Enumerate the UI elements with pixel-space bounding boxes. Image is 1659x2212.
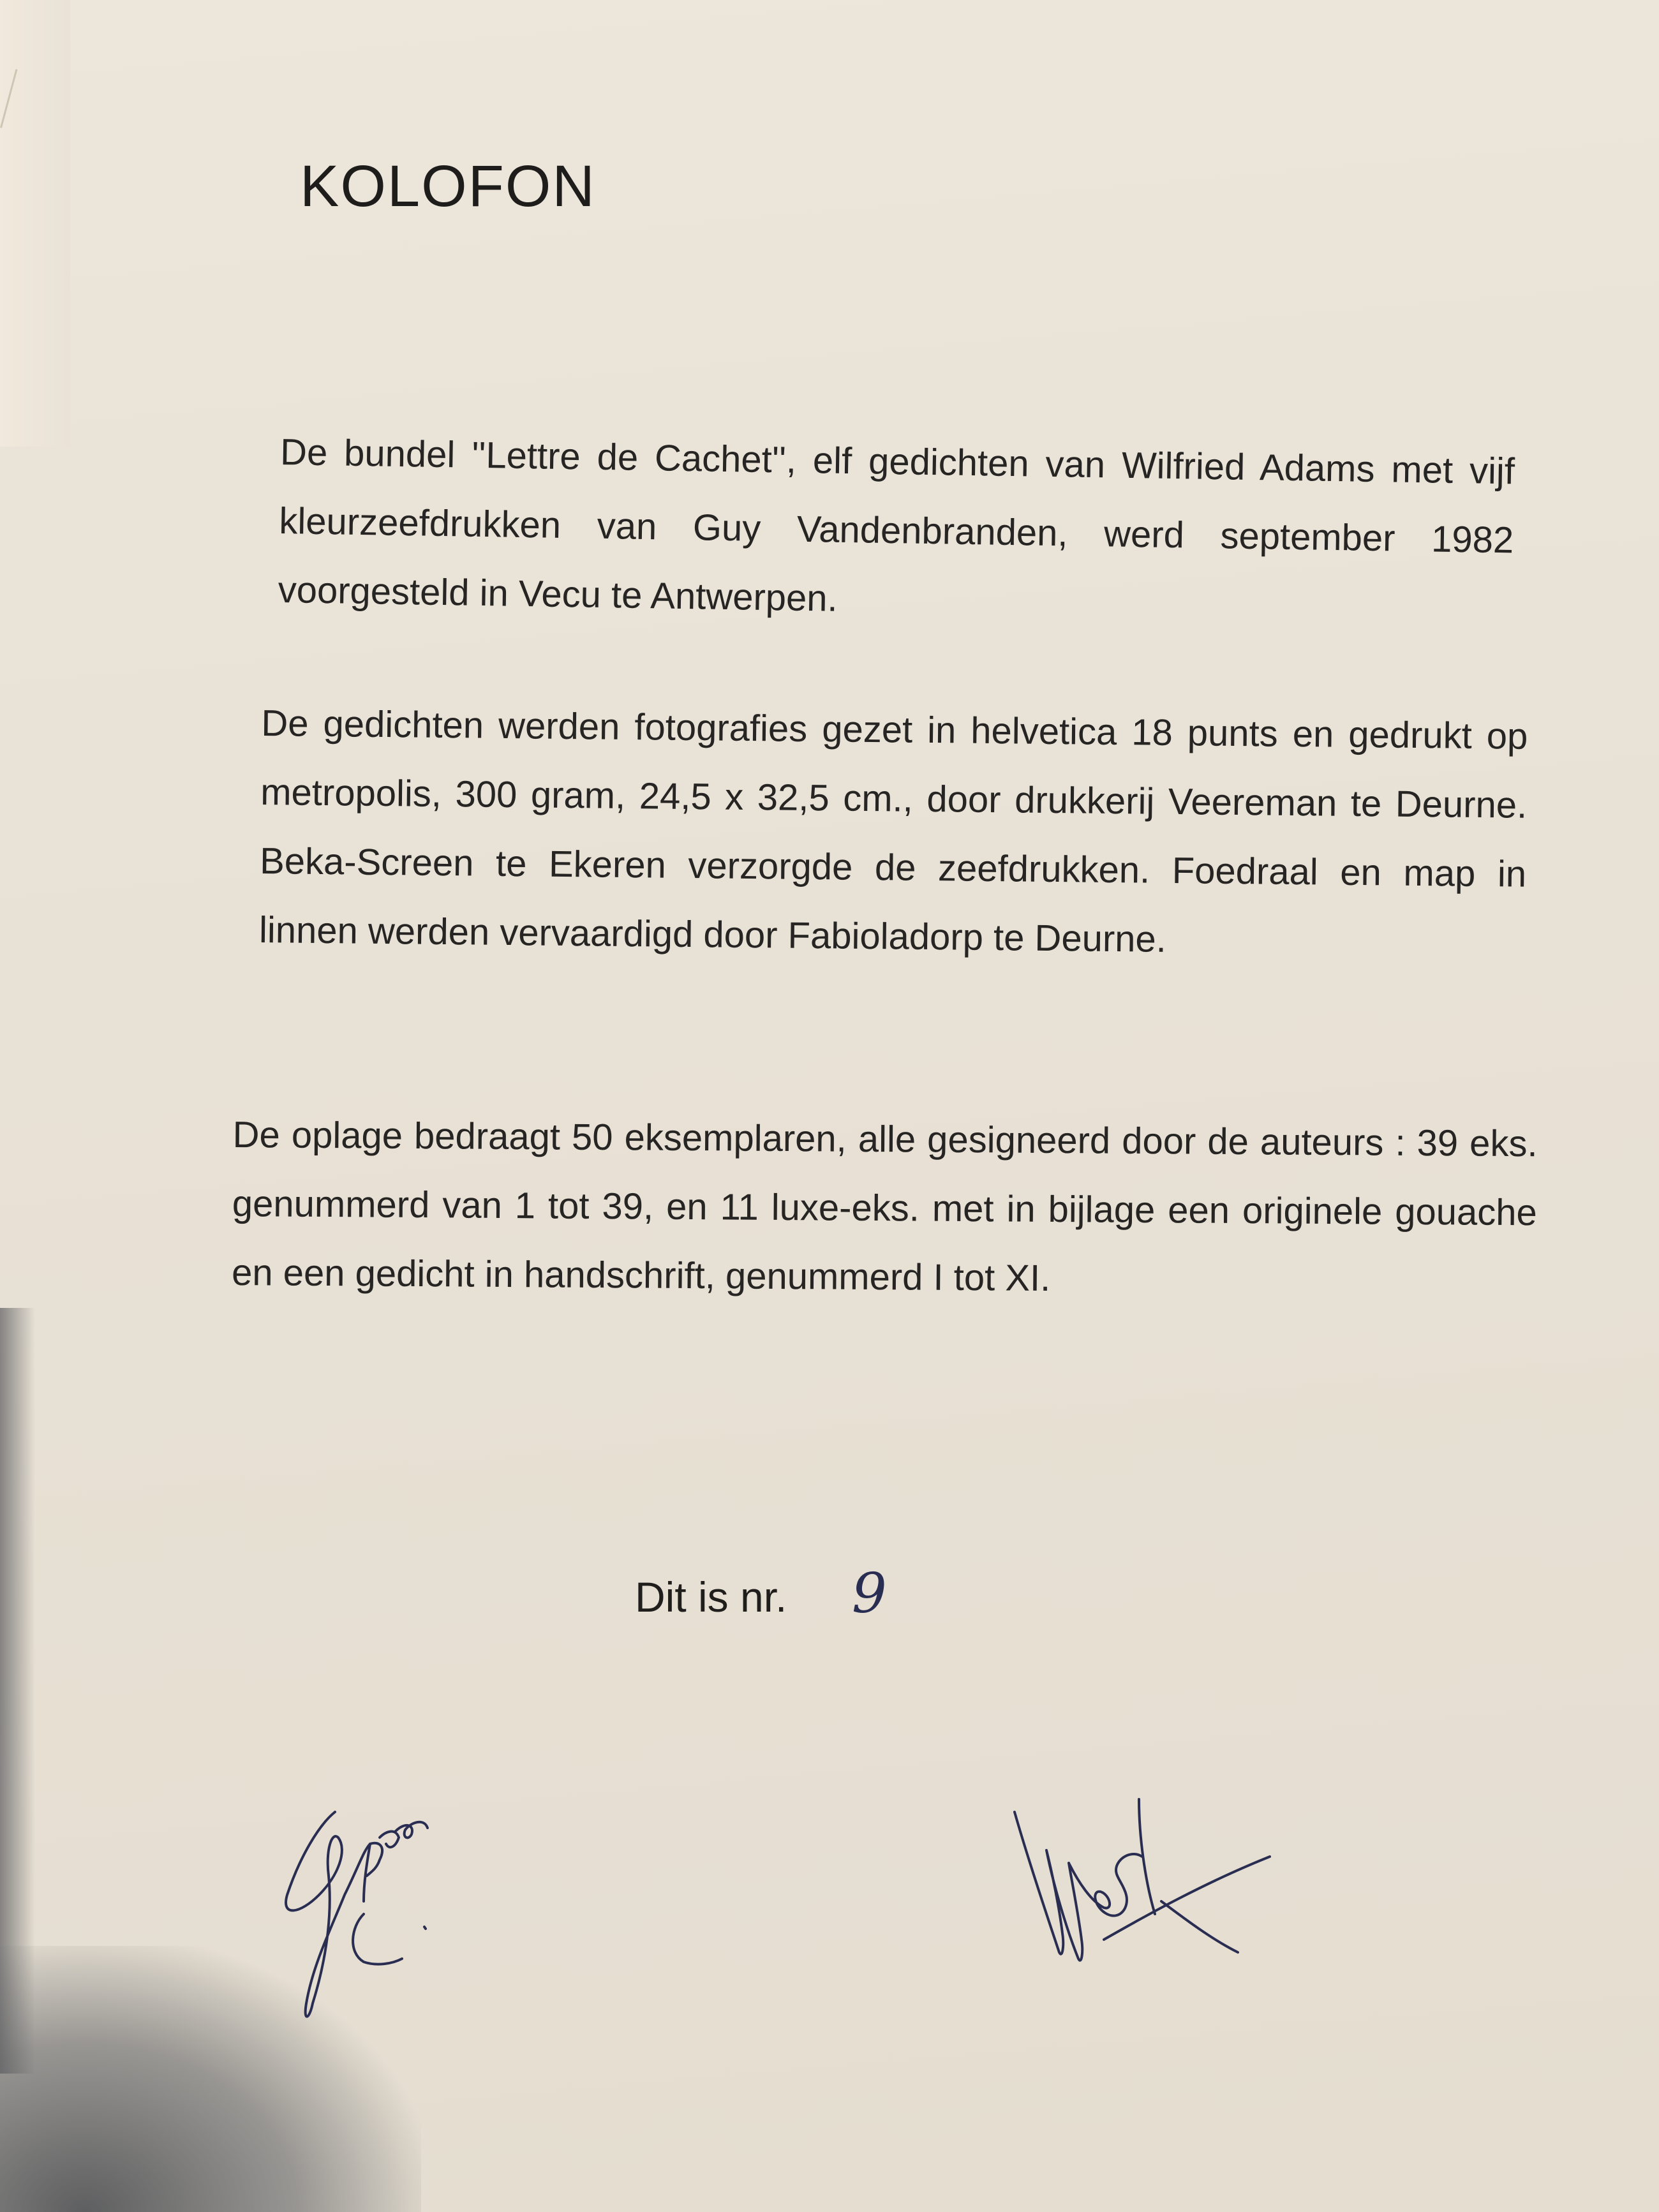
- page-title: KOLOFON: [300, 154, 596, 219]
- paragraph-edition: De oplage bedraagt 50 eksemplaren, alle gesigneerd door de auteurs : 39 eks. genummerd van 1 tot 39, en 11 luxe-eks. met in bijlage een originele gouache en een gedicht in handschrift, genummerd I tot XI.: [231, 1113, 1538, 1299]
- adjacent-page-edge: [0, 0, 70, 447]
- paragraph-printing: De gedichten werden fotografies gezet in helvetica 18 punts en gedrukt op metropolis, 300 gram, 24,5 x 32,5 cm., door drukkerij Veereman te Deurne. Beka-Screen te Ekeren verzorgde de zeefdrukken. Foedraal en map in linnen werden vervaardigd door Fabioladorp te Deurne.: [258, 702, 1528, 960]
- copy-number-label: Dit is nr.: [635, 1573, 787, 1621]
- copy-number-handwritten: 9: [852, 1562, 887, 1626]
- signature-left-icon: [274, 1799, 485, 2029]
- signature-right-icon: [1008, 1786, 1289, 1991]
- paragraph-presentation: De bundel ''Lettre de Cachet'', elf gedichten van Wilfried Adams met vijf kleurzeefdrukken van Guy Vandenbranden, werd september 1982 voorgesteld in Vecu te Antwerpen.: [278, 431, 1515, 620]
